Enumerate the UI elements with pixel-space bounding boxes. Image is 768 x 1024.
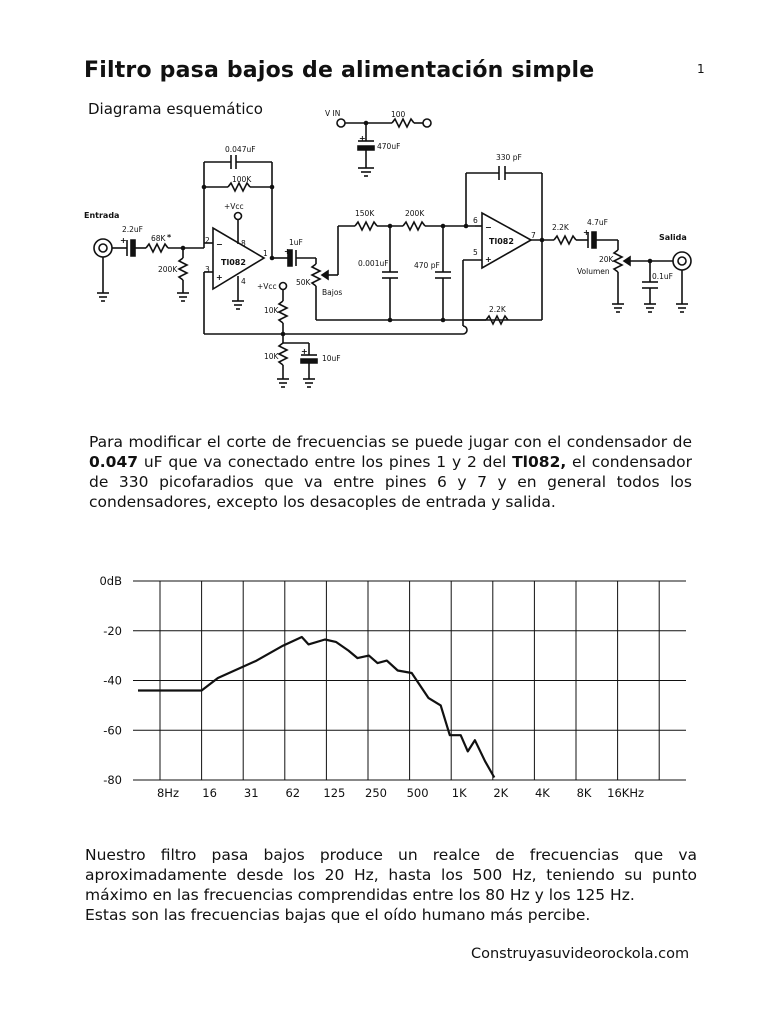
feedback-cap-label: 0.047uF — [225, 145, 256, 154]
ic2-name: Tl082 — [489, 237, 514, 246]
svg-text:+: + — [485, 255, 492, 264]
x-tick-label: 31 — [243, 786, 259, 800]
svg-text:+: + — [216, 273, 223, 282]
out-cap-label: 4.7uF — [587, 218, 608, 227]
pot-vol-label: Volumen — [577, 267, 610, 276]
pot-vol-value: 20K — [599, 255, 614, 264]
chart-y-tick-labels — [99, 574, 122, 787]
x-tick-label: 16KHz — [607, 786, 645, 800]
supply-res-label: 100 — [391, 110, 406, 119]
y-tick-label: 0dB — [99, 574, 122, 588]
y-tick-label: -60 — [103, 723, 122, 738]
paragraph2-line1: Nuestro filtro pasa bajos produce un realce de frecuencias que va aproximadamente desde los 20 Hz, hasta los 500 Hz, teniendo su punto máximo en las frecuencias comprendidas entre los 80 Hz y los 125 Hz. — [85, 846, 697, 904]
r200-label: 200K — [405, 209, 425, 218]
x-tick-label: 8Hz — [156, 786, 180, 800]
ic1-name: Tl082 — [221, 258, 246, 267]
vin-label: V IN — [325, 109, 341, 118]
div-r2-label: 10K — [264, 352, 279, 361]
cutoff-paragraph — [89, 432, 692, 512]
input-label: Entrada — [84, 211, 120, 220]
response-curve — [138, 637, 494, 778]
paragraph1-text-b: uF que va conectado entre los pines 1 y 2 del — [138, 453, 513, 471]
r150-label: 150K — [355, 209, 375, 218]
svg-text:*: * — [167, 233, 172, 242]
chart-x-tick-labels — [157, 786, 644, 800]
div-r1-label: 10K — [264, 306, 279, 315]
x-tick-label: 2K — [493, 786, 509, 800]
paragraph1-cap-value: 0.047 — [89, 453, 139, 471]
svg-text:4: 4 — [241, 277, 246, 286]
supply-cap-label: 470uF — [377, 142, 401, 151]
y-tick-label: -40 — [103, 673, 122, 688]
svg-text:+: + — [120, 236, 127, 245]
vcc-mid-label: +Vcc — [257, 282, 277, 291]
r22b-label: 2.2K — [489, 305, 506, 314]
input-cap-label: 2.2uF — [122, 225, 143, 234]
c330p-label: 330 pF — [496, 153, 522, 162]
x-tick-label: 125 — [323, 786, 346, 800]
svg-text:6: 6 — [473, 216, 478, 225]
x-tick-label: 62 — [285, 786, 301, 800]
svg-text:+: + — [301, 347, 308, 356]
y-tick-label: -20 — [103, 623, 122, 638]
feedback-res-label: 100K — [232, 175, 252, 184]
paragraph2-line2: Estas son las frecuencias bajas que el oído humano más percibe. — [85, 906, 591, 924]
svg-text:3: 3 — [205, 265, 210, 274]
r22a-label: 2.2K — [552, 223, 569, 232]
svg-text:+: + — [583, 228, 590, 237]
document-title: Filtro pasa bajos de alimentación simple — [84, 58, 595, 83]
x-tick-label: 4K — [534, 786, 550, 800]
svg-text:−: − — [216, 240, 223, 249]
c470p-label: 470 pF — [414, 261, 440, 270]
schematic-diagram — [0, 0, 768, 400]
x-tick-label: 16 — [202, 786, 217, 800]
pot-bass-value: 50K — [296, 278, 311, 287]
bias-res-label: 200K — [158, 265, 178, 274]
svg-text:−: − — [485, 223, 492, 232]
output-label: Salida — [659, 233, 687, 242]
svg-text:+: + — [359, 134, 366, 143]
schematic-heading: Diagrama esquemático — [88, 100, 263, 118]
response-paragraph — [85, 845, 697, 925]
power-supply-section — [325, 109, 431, 176]
frequency-response-chart — [0, 560, 768, 810]
paragraph1-ic-name: Tl082, — [512, 453, 567, 471]
svg-text:8: 8 — [241, 239, 246, 248]
c001-label: 0.001uF — [358, 259, 389, 268]
footer-website: Construyasuvideorockola.com — [471, 946, 690, 962]
x-tick-label: 250 — [365, 786, 387, 800]
out-c-label: 0.1uF — [652, 272, 673, 281]
pot-bass-label: Bajos — [322, 288, 343, 297]
page-number: 1 — [697, 62, 705, 76]
paragraph1-text-a: Para modificar el corte de frecuencias se puede jugar con el condensador de — [89, 433, 692, 451]
coupling-cap-label: 1uF — [289, 238, 303, 247]
x-tick-label: 8K — [576, 786, 592, 800]
x-tick-label: 500 — [406, 786, 429, 800]
paragraph1-text-c: el condensador de 330 picofaradios que va entre pines 6 y 7 y en general todos los condensadores, excepto los desacoples de entrada y salida. — [89, 453, 692, 511]
div-cap-label: 10uF — [322, 354, 341, 363]
x-tick-label: 1K — [451, 786, 467, 800]
input-res-label: 68K — [151, 234, 166, 243]
svg-text:1: 1 — [263, 249, 268, 258]
svg-text:+: + — [284, 247, 291, 256]
svg-text:5: 5 — [473, 248, 478, 257]
y-tick-label: -80 — [103, 773, 122, 787]
svg-text:7: 7 — [531, 231, 536, 240]
svg-text:2: 2 — [205, 236, 210, 245]
vcc-top-label: +Vcc — [224, 202, 244, 211]
